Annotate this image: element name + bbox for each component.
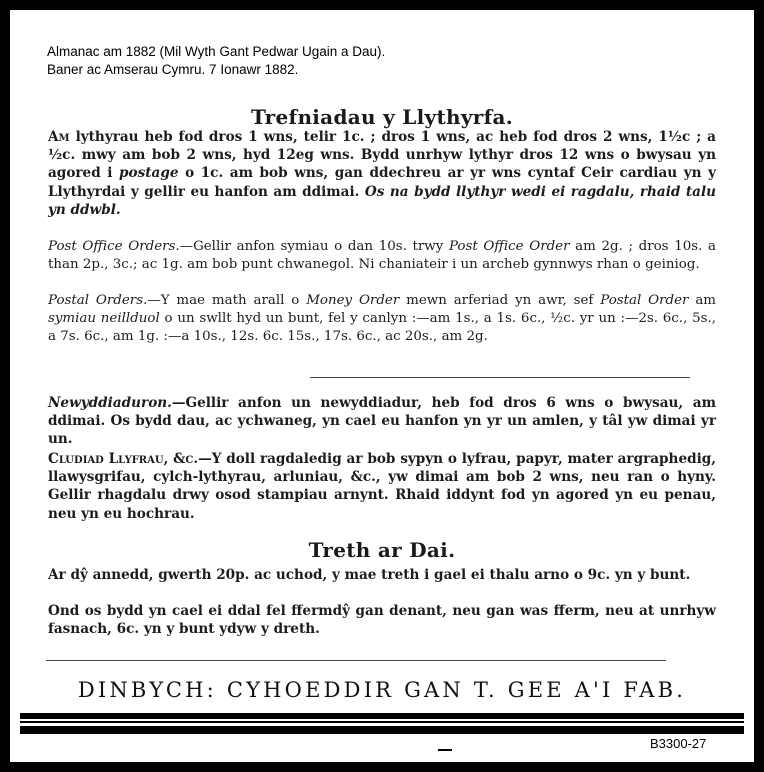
postal-orders-italic-1: Money Order: [306, 293, 400, 308]
letters-text-1: lythyrau heb fod dros 1 wns, telir 1c. ; dros 1 wns, ac heb fod dros 2 wns, 1½c ; a ½c. mwy am bob 2 wns, hyd 12eg wns. Bydd unrhyw lythyr dros 12 wns o bwysau yn agored i: [48, 129, 716, 182]
caption: [47, 43, 385, 79]
post-office-orders-lead: Post Office Orders.: [48, 239, 180, 254]
newspapers-text: —Gellir anfon un newyddiadur, heb fod dros 6 wns o bwysau, am ddimai. Os bydd dau, ac ychwaneg, yn cael eu hanfon yn yr un amlen, y tâl yw dimai yr un.: [48, 395, 716, 448]
letters-italic-1: postage: [119, 165, 179, 182]
postal-orders-italic-2: Postal Order: [600, 293, 689, 308]
postal-orders-text-4: o un swllt hyd un bunt, fel y canlyn :—am 1s., a 1s. 6c., ½c. yr un :—2s. 6c., 5s., a 7s. 6c., am 1g. :—a 10s., 12s. 6c. 15s., 17s. 6c., ac 20s., am 2g.: [48, 311, 716, 345]
post-office-orders-text-2: am 2g. ; dros 10s. a than 2p., 3c.; ac 1g. am bob punt chwanegol. Ni chaniateir i un archeb gynnwys rhan o geiniog.: [48, 239, 716, 273]
paragraph-tax-1: Ar dŷ annedd, gwerth 20p. ac uchod, y mae treth i gael ei thalu arno o 9c. yn y bunt.: [48, 567, 691, 583]
caption-line-1: Almanac am 1882 (Mil Wyth Gant Pedwar Ugain a Dau).: [47, 44, 386, 59]
post-office-orders-italic-1: Post Office Order: [448, 239, 570, 254]
publisher-imprint: DINBYCH: CYHOEDDIR GAN T. GEE A'I FAB.: [77, 678, 687, 702]
books-text: —Y doll ragdaledig ar bob sypyn o lyfrau, papyr, mater argraphedig, llawysgrifau, cylch-lythyrau, arluniau, &c., yw dimai am bob 2 wns, neu ran o hyny. Gellir rhagdalu drwy osod stampiau arnynt. Rhaid iddynt fod yn agored yn eu penau, neu yn eu hochrau.: [48, 451, 716, 522]
post-office-orders-text-1: —Gellir anfon symiau o dan 10s. trwy: [179, 239, 449, 254]
books-lead: Cludiad Llyfrau, &c.: [48, 451, 199, 467]
paragraph-letters: [48, 128, 716, 219]
footer-rule: [46, 660, 666, 661]
letters-text-2: o 1c. am bob wns, gan ddechreu ar yr wns cyntaf Ceir cardiau yn y Llythyrdai y gellir eu hanfon am ddimai.: [48, 165, 717, 200]
divider-rule: [310, 377, 690, 378]
postal-orders-italic-3: symiau neillduol: [48, 311, 160, 327]
paragraph-tax-2: Ond os bydd yn cael ei ddal fel ffermdŷ gan denant, neu gan was fferm, neu at unrhyw fasnach, 6c. yn y bunt ydyw y dreth.: [48, 603, 716, 638]
paragraph-post-office-orders: [48, 238, 716, 274]
postal-orders-lead: Postal Orders.: [48, 293, 148, 308]
border-band-middle: [20, 721, 744, 723]
document-page: [10, 10, 754, 762]
reference-number: B3300-27: [650, 736, 707, 751]
newspapers-lead: Newyddiaduron.: [48, 395, 172, 411]
border-band-bottom: [20, 726, 744, 734]
heading-house-tax: Treth ar Dai.: [308, 538, 456, 562]
border-band-top: [20, 713, 744, 719]
paragraph-postal-orders: [48, 292, 716, 347]
caption-line-2: Baner ac Amserau Cymru. 7 Ionawr 1882.: [47, 62, 299, 77]
letters-lead: Am: [48, 129, 70, 145]
heading-postal-arrangements: Trefniadau y Llythyrfa.: [250, 105, 514, 129]
paragraph-newspapers: [48, 394, 716, 449]
letters-italic-2: Os na bydd llythyr wedi ei ragdalu, rhaid talu yn ddwbl.: [48, 183, 717, 218]
postal-orders-text-2: mewn arferiad yn awr, sef: [399, 293, 601, 308]
postal-orders-text-1: —Y mae math arall o: [147, 293, 307, 308]
paragraph-books: [48, 450, 716, 523]
postal-orders-text-3: am: [688, 293, 717, 308]
small-dash-mark: [438, 749, 452, 751]
